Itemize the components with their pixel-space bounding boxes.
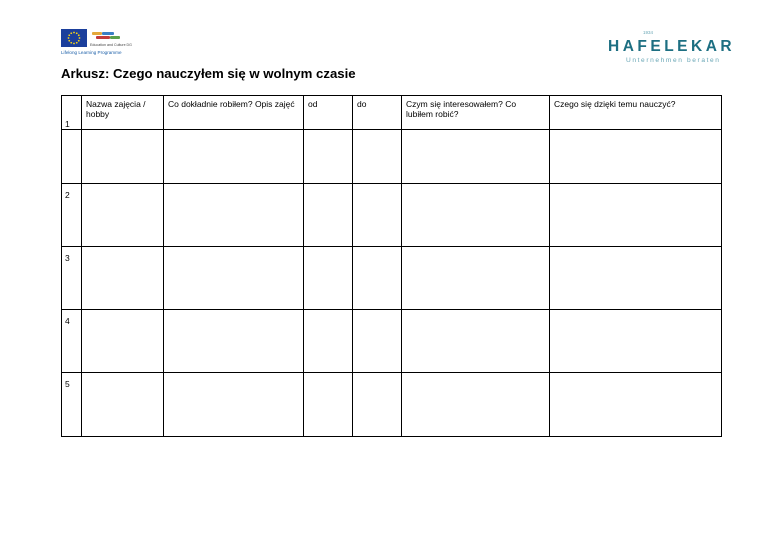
row-number-4: 4 <box>62 310 82 373</box>
table-cell[interactable] <box>550 247 722 310</box>
table-row <box>62 310 722 373</box>
table-cell[interactable] <box>550 130 722 184</box>
table-cell[interactable] <box>304 184 353 247</box>
eu-dg-label: Education and Culture DG <box>90 43 132 47</box>
table-cell[interactable] <box>402 130 550 184</box>
table-row <box>62 130 722 184</box>
table-cell <box>62 130 82 184</box>
table-row <box>62 184 722 247</box>
table-cell[interactable] <box>304 130 353 184</box>
eu-lifelong-learning-logo <box>61 29 161 61</box>
table-cell[interactable] <box>353 310 402 373</box>
header-learned: Czego się dzięki temu nauczyć? <box>550 96 722 130</box>
table-cell[interactable] <box>164 247 304 310</box>
table-row <box>62 373 722 437</box>
table-cell[interactable] <box>164 184 304 247</box>
table-cell[interactable] <box>402 184 550 247</box>
hafelekar-logo <box>608 30 736 70</box>
table-cell[interactable] <box>550 373 722 437</box>
hafelekar-tagline: Unternehmen beraten <box>626 57 721 64</box>
table-cell[interactable] <box>164 373 304 437</box>
row-number-5: 5 <box>62 373 82 437</box>
header-row <box>62 96 722 130</box>
header-activity-name: Nazwa zajęcia / hobby <box>82 96 164 130</box>
table-cell[interactable] <box>164 130 304 184</box>
table-cell[interactable] <box>304 247 353 310</box>
table-cell[interactable] <box>550 310 722 373</box>
table-cell[interactable] <box>164 310 304 373</box>
hafelekar-year: 1934 <box>642 30 653 35</box>
table-cell[interactable] <box>402 310 550 373</box>
hafelekar-name: HAFELEKAR <box>608 38 736 55</box>
table-cell[interactable] <box>82 247 164 310</box>
table-cell[interactable] <box>82 373 164 437</box>
table-cell[interactable] <box>304 310 353 373</box>
table-row <box>62 247 722 310</box>
table-cell[interactable] <box>353 184 402 247</box>
header-interests: Czym się interesowałem? Co lubiłem robić? <box>402 96 550 130</box>
header-to: do <box>353 96 402 130</box>
table-cell[interactable] <box>304 373 353 437</box>
table-cell[interactable] <box>353 247 402 310</box>
worksheet-table <box>61 95 722 437</box>
page-title: Arkusz: Czego nauczyłem się w wolnym czasie <box>61 66 356 81</box>
table-cell[interactable] <box>82 184 164 247</box>
eu-flag-icon <box>61 29 87 47</box>
row-number-2: 2 <box>62 184 82 247</box>
table-cell[interactable] <box>82 130 164 184</box>
table-cell[interactable] <box>402 373 550 437</box>
table-cell[interactable] <box>550 184 722 247</box>
table-cell[interactable] <box>82 310 164 373</box>
row-number-3: 3 <box>62 247 82 310</box>
table-cell[interactable] <box>353 373 402 437</box>
llp-label: Lifelong Learning Programme <box>61 50 122 55</box>
header-activity-description: Co dokładnie robiłem? Opis zajęć <box>164 96 304 130</box>
row-number-1: 1 <box>62 96 82 130</box>
table-cell[interactable] <box>353 130 402 184</box>
table-cell[interactable] <box>402 247 550 310</box>
header-from: od <box>304 96 353 130</box>
